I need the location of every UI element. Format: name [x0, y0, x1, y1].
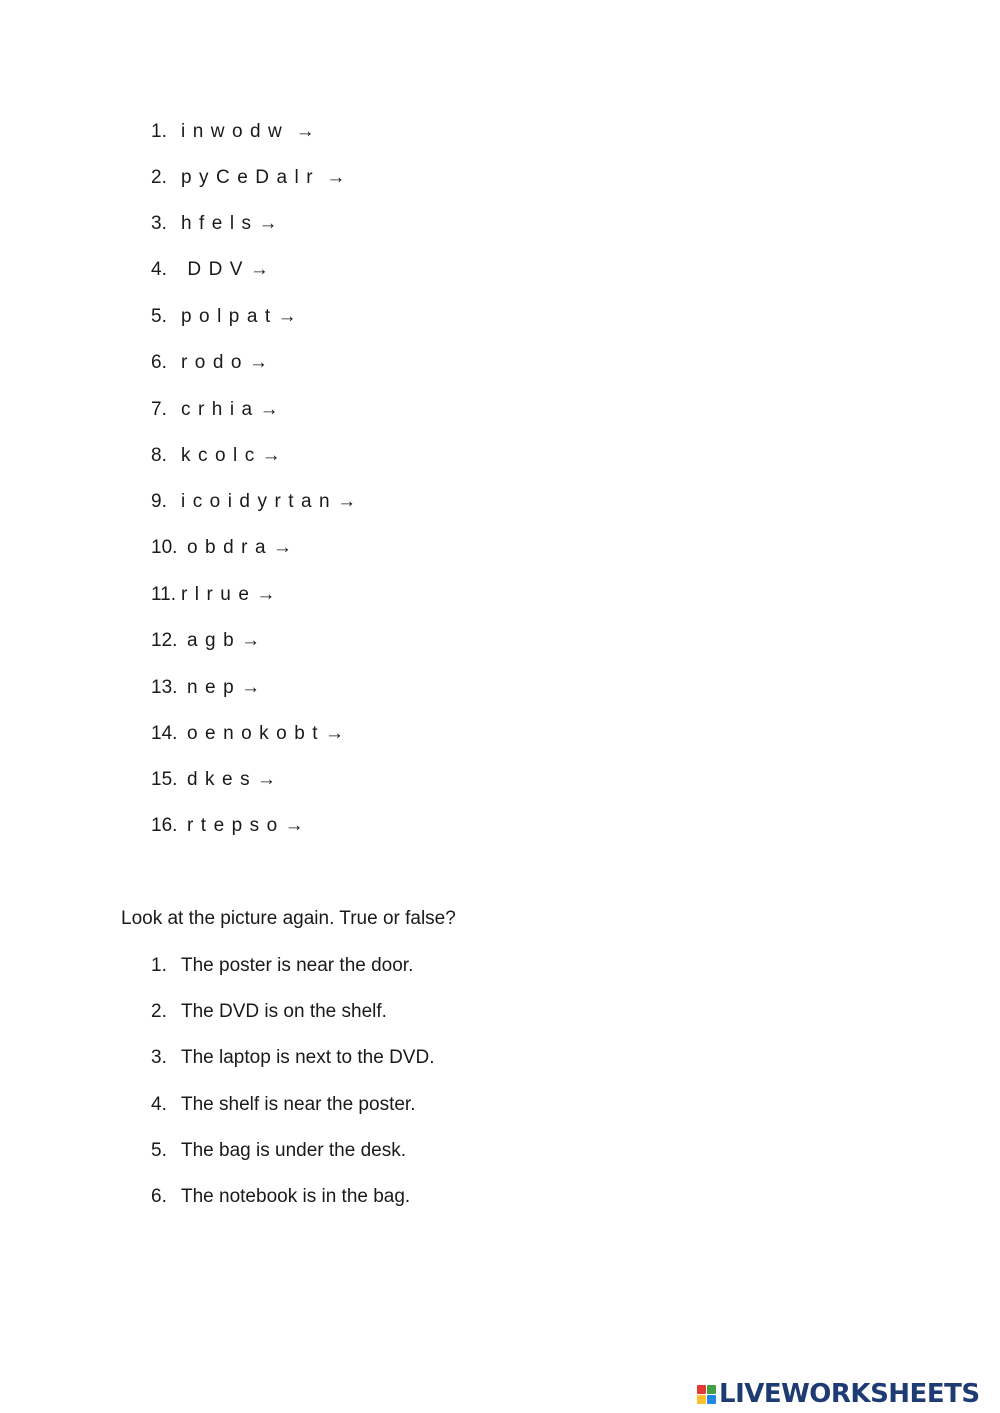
statement-text: The DVD is on the shelf. [181, 1001, 387, 1022]
scramble-item-8 [151, 442, 282, 470]
statement-text: The bag is under the desk. [181, 1140, 406, 1161]
scramble-item-2 [151, 164, 347, 192]
item-text: p o l p a t → [181, 306, 298, 327]
scramble-item-10 [151, 534, 293, 562]
statement-text: The poster is near the door. [181, 955, 414, 976]
item-text: h f e l s → [181, 213, 279, 234]
scramble-item-12 [151, 627, 261, 655]
scramble-item-3 [151, 210, 279, 238]
scramble-item-16 [151, 812, 305, 840]
scramble-item-5 [151, 303, 298, 331]
item-number: 5. [151, 306, 167, 327]
item-number: 16. [151, 815, 178, 836]
statement-text: The shelf is near the poster. [181, 1094, 416, 1115]
statement-3 [151, 1044, 434, 1072]
statement-2 [151, 998, 387, 1026]
statement-text: The laptop is next to the DVD. [181, 1047, 435, 1068]
item-text: a g b → [187, 630, 262, 651]
true-false-instruction: Look at the picture again. True or false? [121, 908, 456, 929]
item-text: r l r u e → [181, 584, 277, 605]
statement-number: 5. [151, 1140, 167, 1161]
item-text: n e p → [187, 677, 262, 698]
statement-number: 2. [151, 1001, 167, 1022]
item-text: c r h i a → [181, 399, 280, 420]
item-text: D D V → [181, 259, 271, 280]
item-number: 2. [151, 167, 167, 188]
item-text: r o d o → [181, 352, 270, 373]
item-text: o e n o k o b t → [187, 723, 346, 744]
item-text: d k e s → [187, 769, 278, 790]
logo-text: LIVEWORKSHEETS [719, 1379, 980, 1409]
item-text: i n w o d w → [181, 121, 316, 142]
item-number: 1. [151, 121, 167, 142]
statement-1 [151, 952, 413, 980]
scramble-item-7 [151, 396, 280, 424]
scramble-item-9 [151, 488, 357, 516]
item-number: 10. [151, 537, 178, 558]
item-text: o b d r a → [187, 537, 294, 558]
item-number: 8. [151, 445, 167, 466]
item-text: r t e p s o → [187, 815, 305, 836]
statement-number: 6. [151, 1186, 167, 1207]
scramble-item-14 [151, 720, 345, 748]
statement-5 [151, 1137, 406, 1165]
item-text: k c o l c → [181, 445, 282, 466]
statement-4 [151, 1091, 415, 1119]
item-number: 13. [151, 677, 178, 698]
scramble-item-13 [151, 674, 261, 702]
statement-number: 1. [151, 955, 167, 976]
item-number: 9. [151, 491, 167, 512]
scramble-item-15 [151, 766, 277, 794]
statement-text: The notebook is in the bag. [181, 1186, 411, 1207]
statement-number: 3. [151, 1047, 167, 1068]
scramble-item-4 [151, 256, 270, 284]
scramble-item-1 [151, 118, 316, 146]
item-number: 14. [151, 723, 178, 744]
item-number: 7. [151, 399, 167, 420]
item-number: 15. [151, 769, 178, 790]
item-number: 3. [151, 213, 167, 234]
item-number: 11. [151, 584, 177, 605]
scramble-item-6 [151, 349, 269, 377]
statement-number: 4. [151, 1094, 167, 1115]
item-text: i c o i d y r t a n → [181, 491, 358, 512]
item-text: p y C e D a l r → [181, 167, 347, 188]
logo-mark-icon [697, 1385, 716, 1404]
liveworksheets-logo [697, 1378, 980, 1410]
item-number: 4. [151, 259, 167, 280]
item-number: 12. [151, 630, 178, 651]
scramble-item-11 [151, 581, 277, 609]
item-number: 6. [151, 352, 167, 373]
statement-6 [151, 1183, 410, 1211]
